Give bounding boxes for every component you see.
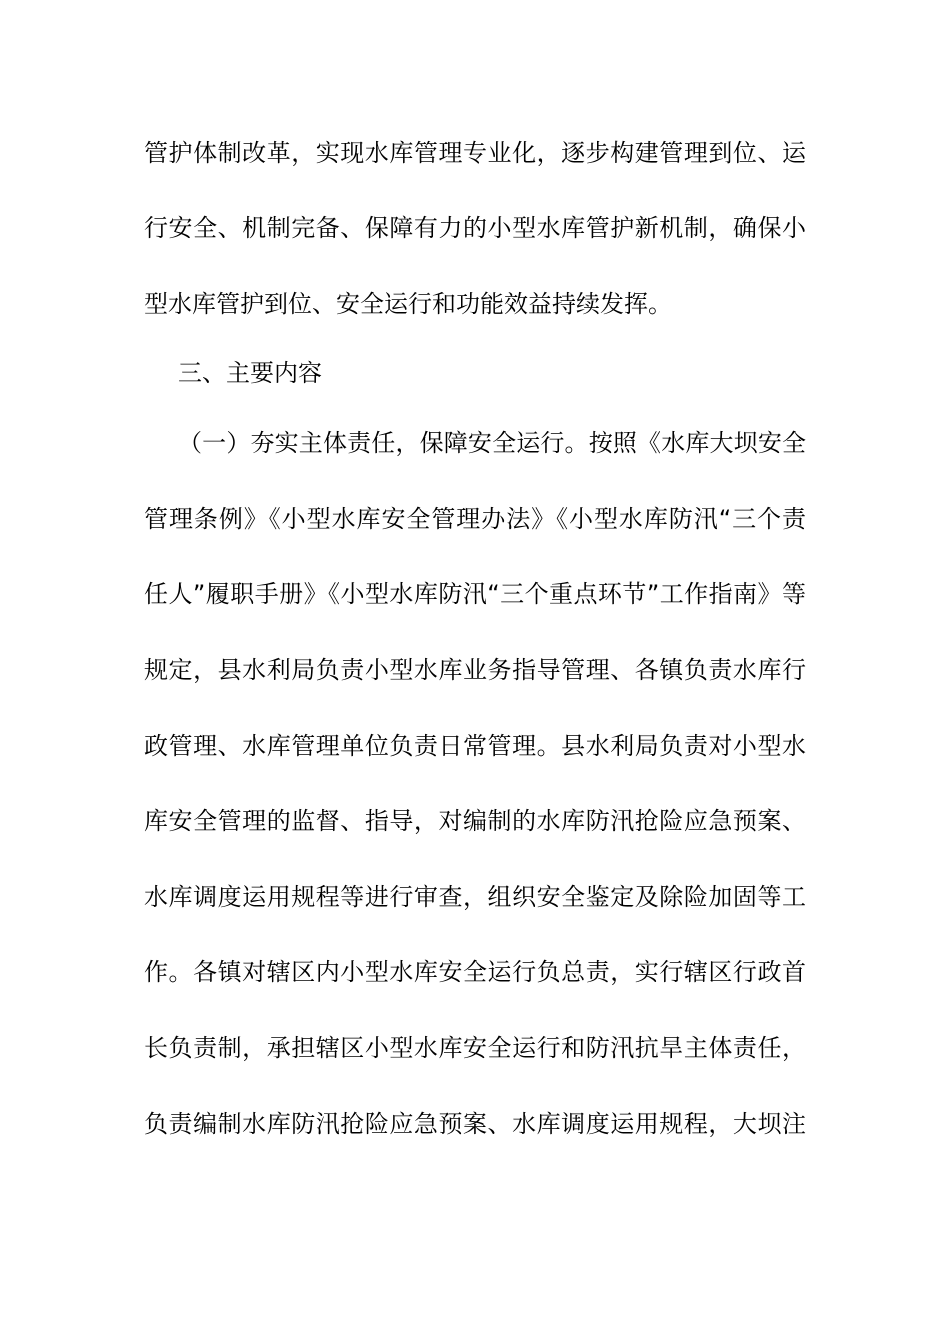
paragraph-line-2: 行安全、机制完备、保障有力的小型水库管护新机制，确保小 <box>144 214 806 242</box>
paragraph-line-11: 水库调度运用规程等进行审查，组织安全鉴定及除险加固等工 <box>144 883 806 911</box>
paragraph-line-3: 型水库管护到位、安全运行和功能效益持续发挥。 <box>144 290 672 318</box>
paragraph-line-1: 管护体制改革，实现水库管理专业化，逐步构建管理到位、运 <box>144 139 806 167</box>
paragraph-line-12: 作。各镇对辖区内小型水库安全运行负总责，实行辖区行政首 <box>144 958 806 986</box>
section-heading: 三、主要内容 <box>178 359 322 387</box>
paragraph-line-13: 长负责制，承担辖区小型水库安全运行和防汛抗旱主体责任， <box>144 1034 806 1062</box>
paragraph-line-9: 政管理、水库管理单位负责日常管理。县水利局负责对小型水 <box>144 732 806 760</box>
paragraph-line-5: （一）夯实主体责任，保障安全运行。按照《水库大坝安全 <box>178 429 806 457</box>
paragraph-line-8: 规定，县水利局负责小型水库业务指导管理、各镇负责水库行 <box>144 656 806 684</box>
paragraph-line-10: 库安全管理的监督、指导，对编制的水库防汛抢险应急预案、 <box>144 807 806 835</box>
paragraph-line-6: 管理条例》《小型水库安全管理办法》《小型水库防汛“三个责 <box>144 505 806 533</box>
paragraph-line-7: 任人”履职手册》《小型水库防汛“三个重点环节”工作指南》等 <box>144 580 806 608</box>
paragraph-line-14: 负责编制水库防汛抢险应急预案、水库调度运用规程，大坝注 <box>144 1110 806 1138</box>
